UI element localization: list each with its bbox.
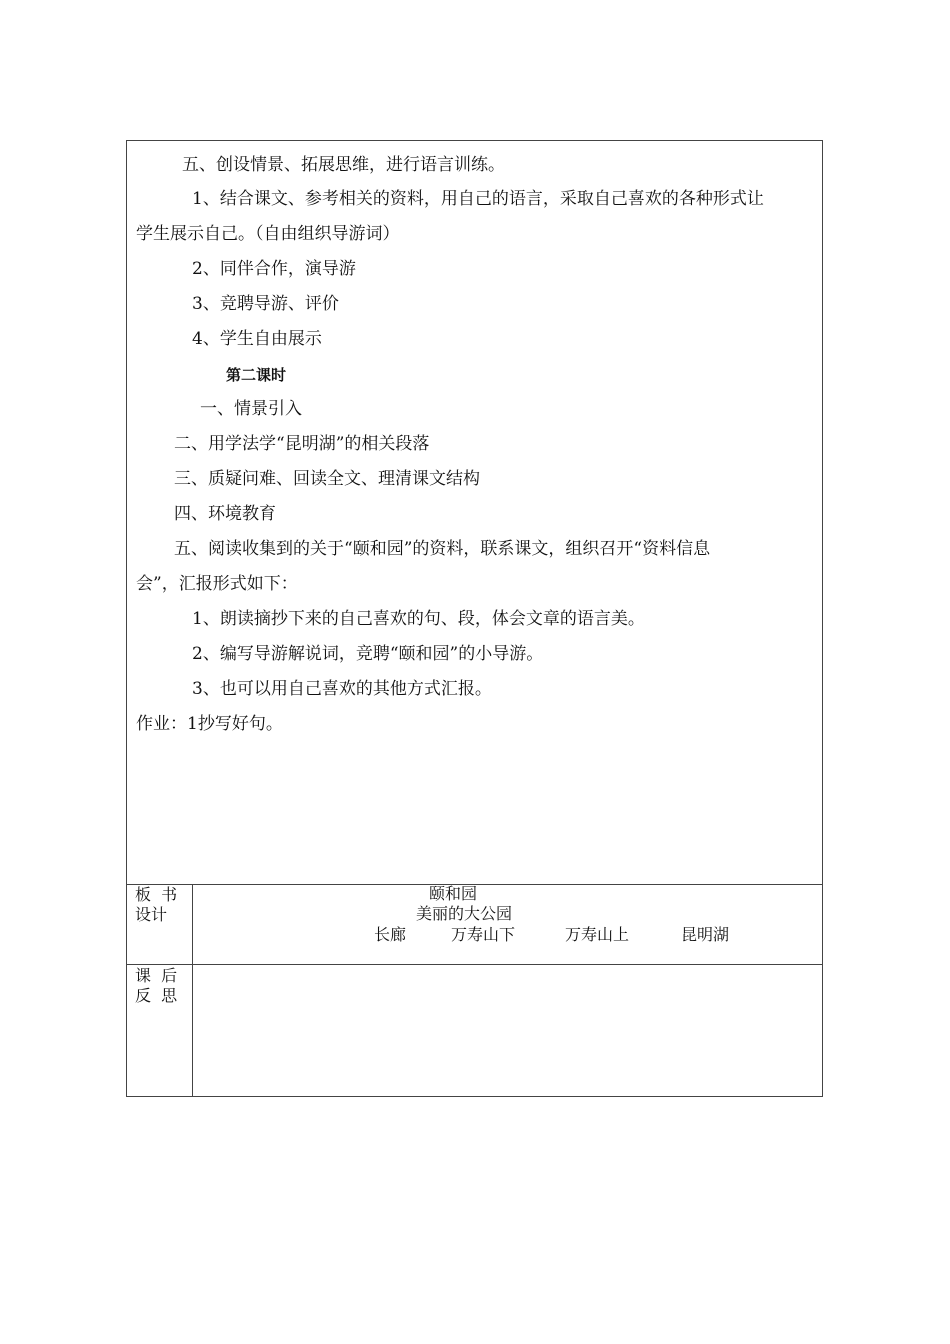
reflection-label bbox=[127, 965, 193, 1097]
lesson-line: 二、用学法学“昆明湖”的相关段落 bbox=[174, 434, 430, 454]
lesson-content-cell bbox=[127, 141, 822, 885]
lesson-line: 2、同伴合作，演导游 bbox=[192, 259, 356, 279]
lesson-line: 1、结合课文、参考相关的资料，用自己的语言，采取自己喜欢的各种形式让 bbox=[192, 189, 764, 209]
homework-line: 作业：1抄写好句。 bbox=[136, 714, 283, 734]
board-design-row bbox=[127, 884, 822, 965]
label-line: 课 后 bbox=[135, 966, 178, 985]
lesson-line: 3、竞聘导游、评价 bbox=[192, 294, 339, 314]
board-item: 昆明湖 bbox=[681, 925, 730, 944]
board-item: 万寿山上 bbox=[565, 925, 630, 944]
board-title: 颐和园 bbox=[429, 884, 478, 903]
board-design-label bbox=[127, 884, 193, 964]
label-line: 板 书 bbox=[135, 885, 178, 904]
lesson-line: 一、情景引入 bbox=[200, 399, 302, 419]
board-item: 万寿山下 bbox=[451, 925, 516, 944]
board-subtitle: 美丽的大公园 bbox=[416, 904, 513, 923]
lesson-line: 2、编写导游解说词，竞聘“颐和园”的小导游。 bbox=[192, 644, 544, 664]
lesson-line: 3、也可以用自己喜欢的其他方式汇报。 bbox=[192, 679, 492, 699]
label-line: 设计 bbox=[135, 905, 168, 924]
lesson-line: 四、环境教育 bbox=[174, 504, 276, 524]
lesson-line: 学生展示自己。（自由组织导游词） bbox=[136, 224, 400, 244]
lesson-line: 1、朗读摘抄下来的自己喜欢的句、段，体会文章的语言美。 bbox=[192, 609, 645, 629]
lesson-line: 三、质疑问难、回读全文、理清课文结构 bbox=[174, 469, 480, 489]
board-item: 长廊 bbox=[374, 925, 407, 944]
lesson-line: 4、学生自由展示 bbox=[192, 329, 322, 349]
reflection-row bbox=[127, 965, 822, 1097]
lesson-line: 五、创设情景、拓展思维，进行语言训练。 bbox=[182, 155, 505, 175]
label-line: 反 思 bbox=[135, 986, 178, 1005]
lesson-plan-table bbox=[126, 140, 823, 1097]
lesson-line: 五、阅读收集到的关于“颐和园”的资料，联系课文，组织召开“资料信息 bbox=[174, 539, 711, 559]
section-heading: 第二课时 bbox=[226, 366, 287, 384]
lesson-line: 会”，汇报形式如下： bbox=[136, 574, 298, 594]
